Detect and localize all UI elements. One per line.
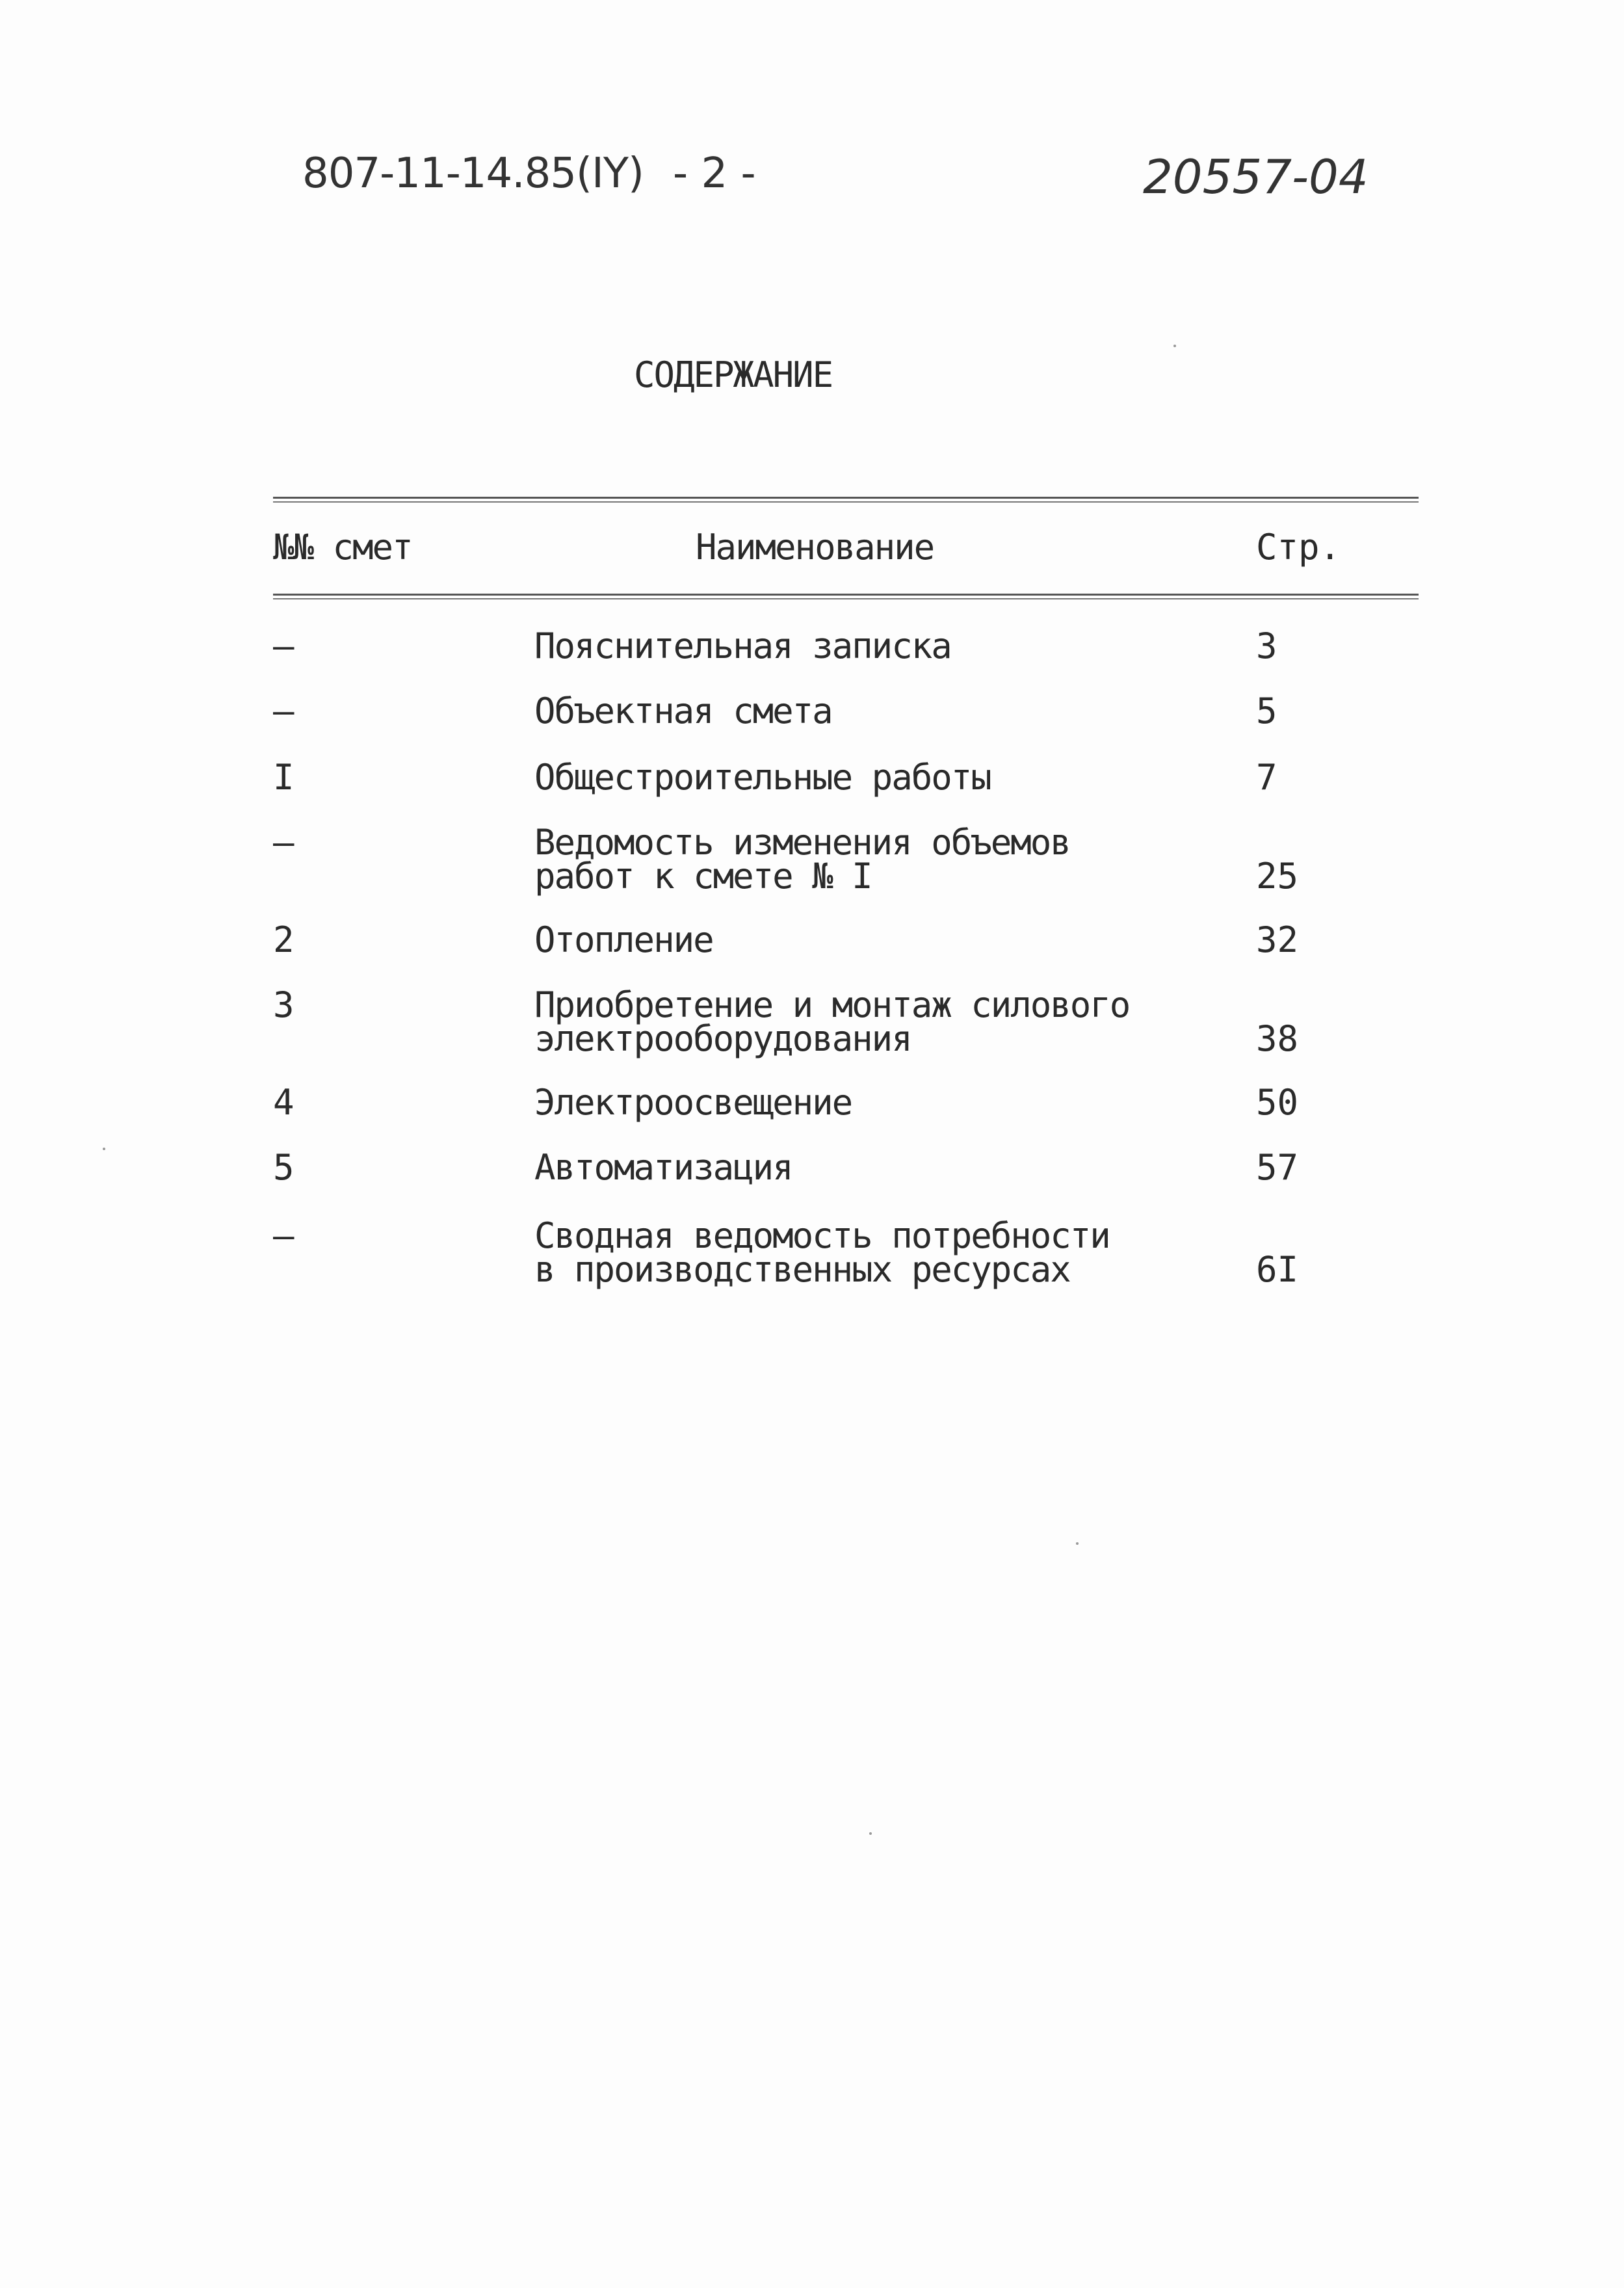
section-name-line: Приобретение и монтаж силового [534, 984, 1130, 1025]
estimate-number: – [273, 822, 295, 863]
page-reference: 50 [1256, 1082, 1299, 1123]
scan-speck [869, 1832, 872, 1835]
section-name [534, 625, 951, 666]
scan-speck [1076, 1542, 1079, 1545]
section-name [534, 919, 713, 960]
document-code: 807-11-14.85(IY) [302, 150, 644, 198]
page-reference: 3 [1256, 625, 1277, 666]
estimate-number: 4 [273, 1082, 295, 1123]
estimate-number: I [273, 757, 295, 798]
section-name-line: Объектная смета [534, 690, 832, 731]
estimate-number: 2 [273, 919, 295, 960]
section-name-line: Общестроительные работы [534, 757, 991, 798]
section-name [534, 757, 991, 798]
table-header-rule [273, 594, 1419, 599]
column-header-page: Стр. [1256, 527, 1341, 568]
page-reference: 25 [1256, 856, 1299, 897]
section-name-line: Электроосвещение [534, 1082, 852, 1123]
section-name [534, 822, 1070, 897]
page-reference: 5 [1256, 690, 1277, 731]
estimate-number: 5 [273, 1147, 295, 1188]
estimate-number: 3 [273, 984, 295, 1025]
page-reference: 32 [1256, 919, 1299, 960]
section-name [534, 1082, 852, 1123]
document-number: 20557-04 [1143, 150, 1369, 204]
section-name-line: Ведомость изменения объемов [534, 822, 1070, 863]
section-name [534, 1147, 792, 1188]
estimate-number: – [273, 625, 295, 666]
section-name-line: в производственных ресурсах [534, 1249, 1070, 1290]
page-number: - 2 - [673, 150, 756, 198]
section-name-line: Отопление [534, 919, 713, 960]
page-title: СОДЕРЖАНИЕ [634, 354, 833, 395]
page-reference: 38 [1256, 1018, 1299, 1059]
estimate-number: – [273, 690, 295, 731]
column-header-name: Наименование [696, 527, 934, 568]
page-reference: 7 [1256, 757, 1277, 798]
column-header-number: №№ смет [273, 527, 412, 568]
scan-speck [103, 1148, 105, 1150]
section-name [534, 1215, 1110, 1290]
section-name-line: работ к смете № I [534, 856, 872, 897]
section-name [534, 984, 1130, 1059]
section-name [534, 690, 832, 731]
estimate-number: – [273, 1215, 295, 1256]
scan-speck [1173, 345, 1176, 347]
table-top-rule [273, 497, 1419, 503]
section-name-line: Сводная ведомость потребности [534, 1215, 1110, 1256]
section-name-line: Автоматизация [534, 1147, 792, 1188]
section-name-line: электрооборудования [534, 1018, 911, 1059]
section-name-line: Пояснительная записка [534, 625, 951, 666]
page-reference: 6I [1256, 1249, 1299, 1290]
page-reference: 57 [1256, 1147, 1299, 1188]
